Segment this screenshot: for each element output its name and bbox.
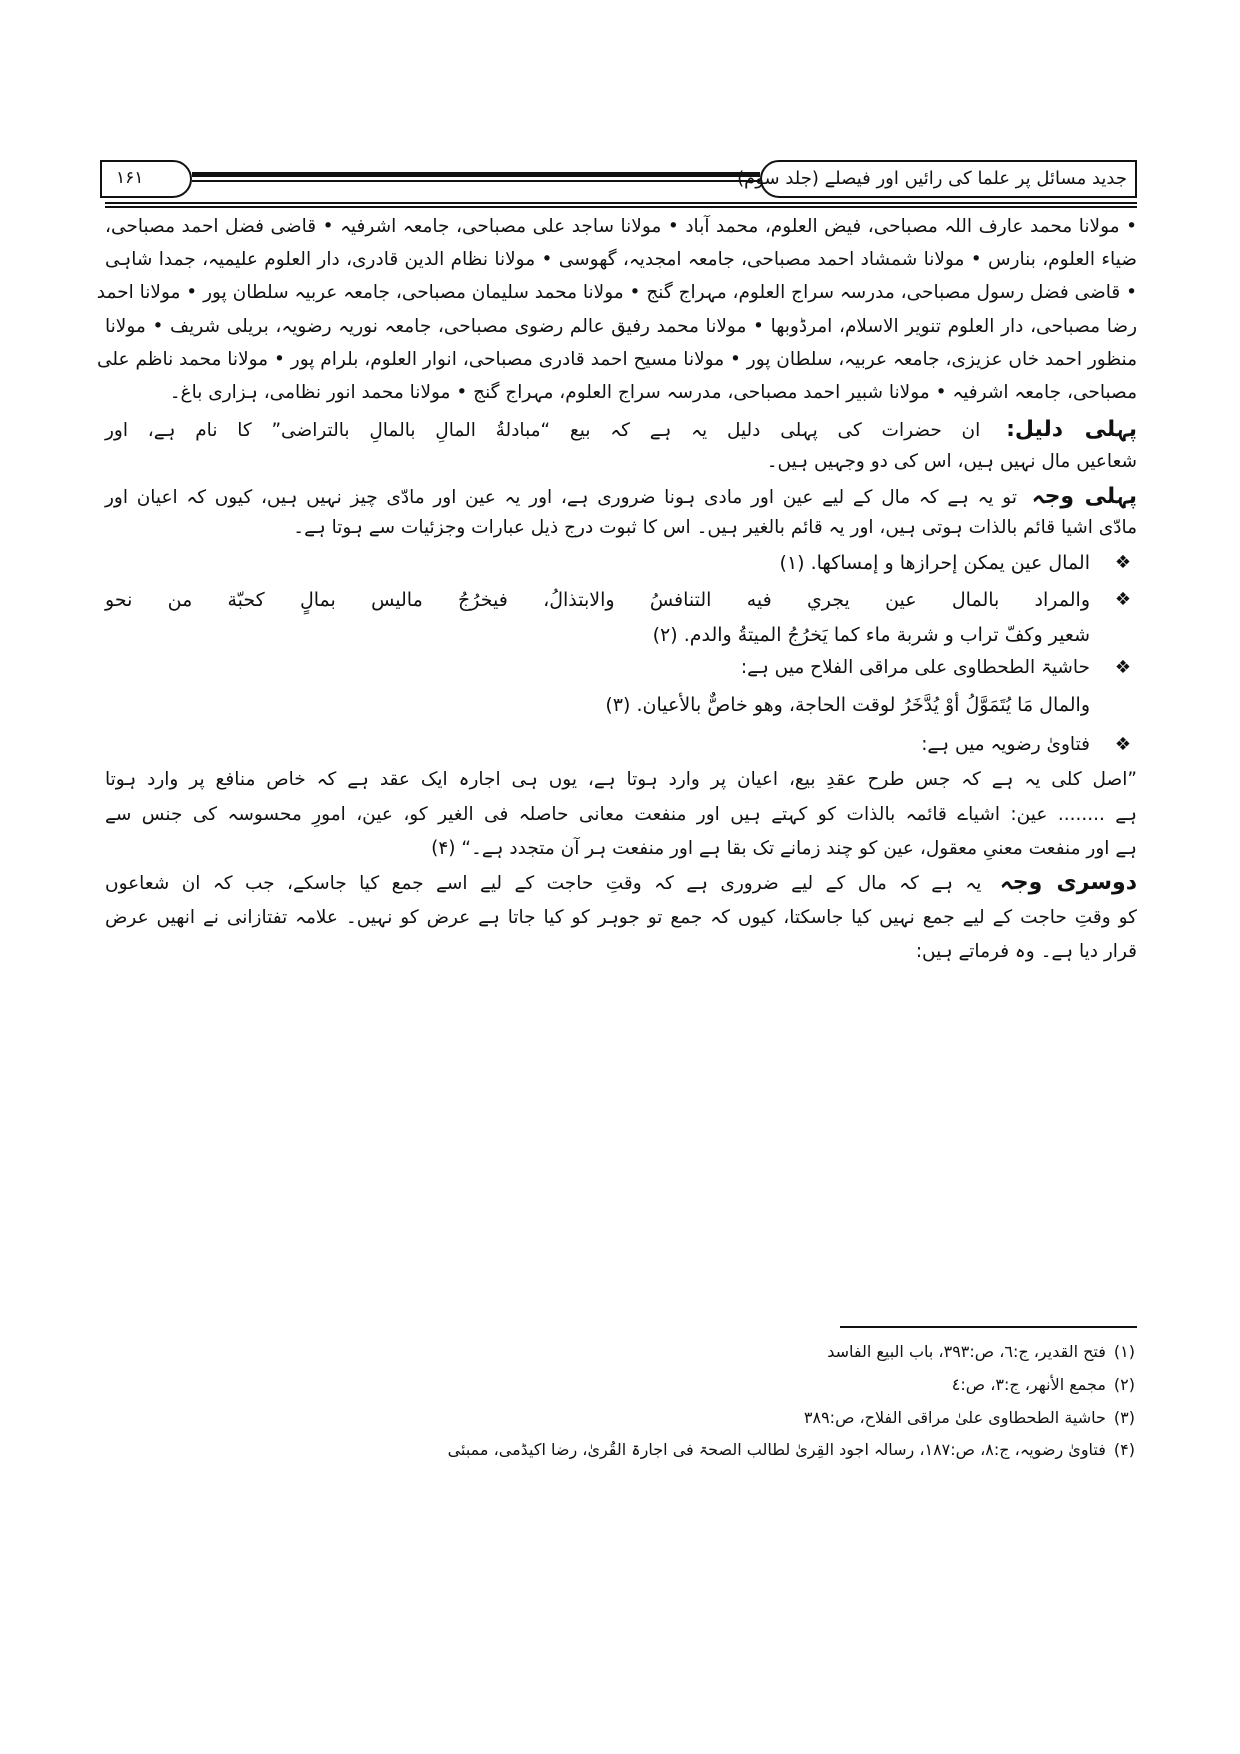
body-line: قرار دیا ہے۔ وہ فرماتے ہیں: xyxy=(915,941,1137,962)
header-divider xyxy=(192,180,760,182)
header-rule xyxy=(105,206,1137,208)
source-heading: حاشیۃ الطحطاوی علی مراقی الفلاح میں ہے: xyxy=(740,657,1090,678)
arabic-quote: والمراد بالمال عين يجري فيه التنافسُ والابتذالُ، فيخرُجُ ماليس بمالٍ كحبّة من نحو xyxy=(105,589,1090,611)
footnote-separator xyxy=(840,1326,1137,1328)
body-text: ان حضرات کی پہلی دلیل یہ ہے کہ بیع “مبادلةُ المالِ بالمالِ بالتراضی” کا نام ہے، اور xyxy=(105,420,981,441)
footnote xyxy=(105,1403,1135,1433)
first-reason-paragraph xyxy=(105,480,1137,514)
footnote-number: (۳) xyxy=(1113,1408,1135,1427)
source-heading: فتاویٰ رضویہ میں ہے: xyxy=(921,734,1090,755)
first-proof-heading: پہلی دلیل: xyxy=(1006,417,1138,442)
quote-line: ہے ........ عین: اشیاے قائمہ بالذات کو کہتے ہیں اور منفعت معانی حاصلہ فی الغیر کو، عین، امورِ محسوسہ کی جنس سے xyxy=(105,804,1137,825)
quote-line: ہے اور منفعت معنیِ معقول، عین کو چند زمانے تک بقا ہے اور منفعت ہر آن متجدد ہے۔“ (۴) xyxy=(431,838,1137,859)
body-line: رضا مصباحی، دار العلوم تنویر الاسلام، امرڈوبھا • مولانا محمد رفیق عالم رضوی مصباحی، جامعہ نوریہ رضویہ، بریلی شریف • مولانا xyxy=(105,316,1137,337)
body-text: یہ ہے کہ مال کے لیے ضروری ہے کہ وقتِ حاجت کے لیے اسے جمع کیا جاسکے، جب کہ ان شعاعوں xyxy=(105,873,982,894)
footnote-text: مجمع الأنهر، ج:٣، ص:٤ xyxy=(951,1375,1106,1394)
body-line: ضیاء العلوم، بنارس • مولانا شمشاد احمد مصباحی، جامعہ امجدیہ، گھوسی • مولانا نظام الدین قادری، دار العلوم علیمیہ، جمدا شاہی xyxy=(105,249,1137,270)
first-reason-heading: پہلی وجہ xyxy=(1031,484,1137,509)
diamond-bullet-icon: ❖ xyxy=(1114,657,1132,678)
footnote-number: (۴) xyxy=(1113,1440,1135,1459)
footnote-number: (۱) xyxy=(1113,1342,1135,1361)
body-line: کو وقتِ حاجت کے لیے جمع نہیں کیا جاسکتا، کیوں کہ جمع تو جوہر کو کیا جاتا ہے عرض کو نہیں۔ علامہ تفتازانی نے انھیں عرض xyxy=(105,907,1137,928)
body-line: مصباحی، جامعہ اشرفیہ • مولانا شبیر احمد مصباحی، مدرسہ سراج العلوم، مہراج گنج • مولانا محمد انور نظامی، ہزاری باغ۔ xyxy=(169,382,1137,403)
footnote-text: فتاویٰ رضویہ، ج:٨، ص:١٨٧، رسالہ اجود القِریٰ لطالب الصحۃ فی اجارۃ القُریٰ، رضا اکیڈمی، ممبئی xyxy=(447,1440,1106,1459)
header-rule xyxy=(105,202,1137,204)
arabic-quote: شعير وكفّ تراب و شربة ماء كما يَخرُجُ الميتةُ والدم. (۲) xyxy=(652,624,1090,646)
body-line: مادّی اشیا قائم بالذات ہوتی ہیں، اور یہ قائم بالغیر ہیں۔ اس کا ثبوت درج ذیل عبارات وجزئیات سے ہوتا ہے۔ xyxy=(293,517,1137,538)
diamond-bullet-icon: ❖ xyxy=(1114,589,1132,610)
footnote-text: حاشية الطحطاوی علیٰ مراقی الفلاح، ص:٣٨٩ xyxy=(803,1408,1106,1427)
footnote xyxy=(105,1435,1135,1465)
header-divider xyxy=(192,172,760,177)
arabic-quote: المال عين يمكن إحرازها و إمساكها. (۱) xyxy=(779,552,1090,574)
body-text: تو یہ ہے کہ مال کے لیے عین اور مادی ہونا ضروری ہے، اور یہ عین اور مادّی چیز نہیں ہیں، کیوں کہ اعیان اور xyxy=(105,487,1017,508)
quote-line: ”اصل کلی یہ ہے کہ جس طرح عقدِ بیع، اعیان پر وارد ہوتا ہے، یوں ہی اجارہ ایک عقد ہے کہ خاص منافع پر وارد ہوتا xyxy=(105,769,1137,790)
body-line: شعاعیں مال نہیں ہیں، اس کی دو وجہیں ہیں۔ xyxy=(766,451,1137,472)
page-number: ۱۶۱ xyxy=(100,160,192,198)
book-title: جدید مسائل پر علما کی رائیں اور فیصلے (جلد سوم) xyxy=(760,160,1137,198)
diamond-bullet-icon: ❖ xyxy=(1114,734,1132,755)
arabic-quote: والمال مَا يُتَمَوَّلُ أوْ يُدَّخَرُ لوقت الحاجة، وهو خاصٌّ بالأعيان. (۳) xyxy=(605,694,1090,716)
diamond-bullet-icon: ❖ xyxy=(1114,552,1132,573)
first-proof-paragraph xyxy=(105,413,1137,447)
footnote xyxy=(105,1337,1135,1367)
second-reason-paragraph xyxy=(105,866,1137,900)
footnote-text: فتح القدير، ج:٦، ص:٣٩٣، باب البيع الفاسد xyxy=(827,1342,1106,1361)
footnote-number: (۲) xyxy=(1113,1375,1135,1394)
body-line: • قاضی فضل رسول مصباحی، مدرسہ سراج العلوم، مہراج گنج • مولانا محمد سلیمان مصباحی، جامعہ عربیہ سلطان پور • مولانا احمد xyxy=(96,282,1137,303)
body-line: منظور احمد خاں عزیزی، جامعہ عربیہ، سلطان پور • مولانا مسیح احمد قادری مصباحی، انوار العلوم، بلرام پور • مولانا محمد ناظم علی xyxy=(96,349,1137,370)
footnote xyxy=(105,1370,1135,1400)
body-line: • مولانا محمد عارف اللہ مصباحی، فیض العلوم، محمد آباد • مولانا ساجد علی مصباحی، جامعہ اشرفیہ • قاضی فضل احمد مصباحی، xyxy=(105,216,1137,237)
second-reason-heading: دوسری وجہ xyxy=(999,870,1137,895)
